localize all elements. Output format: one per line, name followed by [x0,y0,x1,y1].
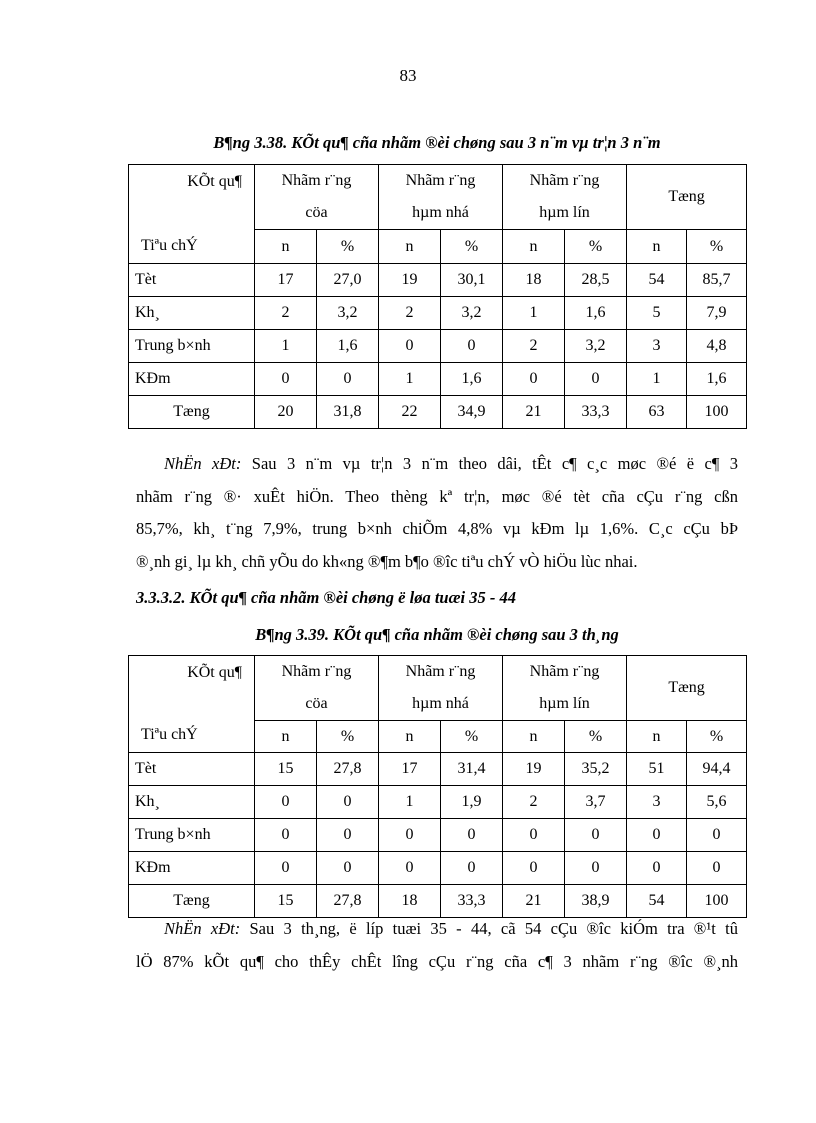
sub-header-n: n [503,230,565,264]
table-cell: 38,9 [565,885,627,918]
corner-result-label: KÕt qu¶ [187,664,242,681]
table-cell: 17 [255,264,317,297]
table-cell: 3 [627,330,687,363]
table-cell: 7,9 [687,297,747,330]
table-cell: 0 [255,786,317,819]
table-cell: 33,3 [565,396,627,429]
row-label: Trung b×nh [129,330,255,363]
row-label: Tæng [129,396,255,429]
table-cell: 0 [687,819,747,852]
table-cell: 54 [627,885,687,918]
group-header: Nhãm r¨ng cöa [255,656,379,721]
sub-header-n: n [255,721,317,753]
row-label: KÐm [129,363,255,396]
table-cell: 33,3 [441,885,503,918]
table-cell: 0 [687,852,747,885]
observation-paragraph [136,448,738,578]
table-corner-header [129,656,255,753]
table-cell: 0 [317,363,379,396]
row-label: Trung b×nh [129,819,255,852]
table-cell: 0 [379,330,441,363]
row-label: Tèt [129,264,255,297]
row-label: Tèt [129,753,255,786]
total-header: Tæng [627,656,747,721]
table-cell: 34,9 [441,396,503,429]
group-header: Nhãm r¨ng hµm nhá [379,165,503,230]
table-cell: 2 [255,297,317,330]
sub-header-n: n [255,230,317,264]
table-cell: 31,4 [441,753,503,786]
table-cell: 15 [255,753,317,786]
row-label: KÐm [129,852,255,885]
sub-header-pct: % [687,721,747,753]
table-cell: 0 [441,852,503,885]
table-cell: 0 [317,852,379,885]
table-cell: 0 [627,852,687,885]
table-cell: 94,4 [687,753,747,786]
observation-paragraph [136,913,738,978]
row-label: Kh¸ [129,297,255,330]
results-table-339 [128,655,747,918]
table-cell: 31,8 [317,396,379,429]
results-table-338 [128,164,747,429]
table-cell: 2 [503,786,565,819]
table-cell: 1 [503,297,565,330]
table-cell: 3 [627,786,687,819]
table-cell: 21 [503,396,565,429]
observation-lead: NhËn xÐt: [164,919,241,938]
sub-header-pct: % [441,721,503,753]
paragraph-line: nhãm r¨ng ®· xuÊt hiÖn. Theo thèng kª tr¦n, møc ®é tèt cña cÇu r¨ng cßn [136,486,738,506]
table-cell: 3,2 [317,297,379,330]
table-cell: 35,2 [565,753,627,786]
table-cell: 1 [379,786,441,819]
table-cell: 0 [379,852,441,885]
sub-header-n: n [627,721,687,753]
table-cell: 0 [317,819,379,852]
table-cell: 18 [379,885,441,918]
group-header: Nhãm r¨ng hµm lín [503,165,627,230]
table-cell: 0 [565,852,627,885]
group-header: Nhãm r¨ng hµm nhá [379,656,503,721]
table-cell: 0 [255,363,317,396]
table-cell: 100 [687,396,747,429]
table-cell: 0 [627,819,687,852]
sub-header-n: n [627,230,687,264]
table-cell: 27,8 [317,885,379,918]
table-cell: 1 [627,363,687,396]
page-number: 83 [399,66,417,85]
table-cell: 0 [441,330,503,363]
table-row [129,819,747,852]
table-cell: 51 [627,753,687,786]
table-cell: 27,0 [317,264,379,297]
table-cell: 19 [379,264,441,297]
paragraph-line: 85,7%, kh¸ t¨ng 7,9%, trung b×nh chiÕm 4,8% vµ kÐm lµ 1,6%. C¸c cÇu bÞ [136,519,738,538]
paragraph-line: Sau 3 n¨m vµ tr¦n 3 n¨m theo dâi, tÊt c¶ c¸c møc ®é ë c¶ 3 [241,454,738,473]
table-row [129,753,747,786]
paragraph-line: ®¸nh gi¸ lµ kh¸ chñ yÕu do kh«ng ®¶m b¶o ®îc tiªu chÝ vÒ hiÖu lùc nhai. [136,551,638,571]
table-cell: 0 [441,819,503,852]
table-row [129,330,747,363]
table-cell: 1,9 [441,786,503,819]
row-label: Kh¸ [129,786,255,819]
table-cell: 0 [565,819,627,852]
row-label: Tæng [129,885,255,918]
corner-criteria-label: Tiªu chÝ [141,726,198,743]
table-row [129,363,747,396]
table-cell: 0 [255,852,317,885]
table-row [129,852,747,885]
table-cell: 18 [503,264,565,297]
table-cell: 28,5 [565,264,627,297]
table-cell: 1,6 [687,363,747,396]
table-corner-header [129,165,255,264]
table-cell: 0 [503,852,565,885]
table-cell: 1 [255,330,317,363]
table-cell: 3,2 [441,297,503,330]
table-cell: 0 [379,819,441,852]
table-cell: 2 [379,297,441,330]
sub-header-pct: % [317,721,379,753]
table-cell: 22 [379,396,441,429]
table-caption: B¶ng 3.38. KÕt qu¶ cña nhãm ®èi chøng sau 3 n¨m vµ tr¦n 3 n¨m [213,133,661,152]
table-cell: 15 [255,885,317,918]
table-cell: 0 [255,819,317,852]
table-cell: 4,8 [687,330,747,363]
table-cell: 30,1 [441,264,503,297]
total-header: Tæng [627,165,747,230]
sub-header-pct: % [565,721,627,753]
sub-header-n: n [503,721,565,753]
table-caption: B¶ng 3.39. KÕt qu¶ cña nhãm ®èi chøng sau 3 th¸ng [255,625,619,644]
table-cell: 100 [687,885,747,918]
table-cell: 2 [503,330,565,363]
sub-header-n: n [379,230,441,264]
group-header: Nhãm r¨ng cöa [255,165,379,230]
table-cell: 3,2 [565,330,627,363]
table-cell: 19 [503,753,565,786]
table-row [129,264,747,297]
sub-header-pct: % [317,230,379,264]
corner-criteria-label: Tiªu chÝ [141,237,198,254]
table-cell: 0 [503,363,565,396]
table-cell: 21 [503,885,565,918]
sub-header-pct: % [687,230,747,264]
table-cell: 27,8 [317,753,379,786]
paragraph-line: Sau 3 th¸ng, ë líp tuæi 35 - 44, cã 54 cÇu ®îc kiÓm tra ®¹t tû [240,919,739,938]
table-row [129,786,747,819]
table-cell: 1,6 [441,363,503,396]
table-cell: 17 [379,753,441,786]
sub-header-n: n [379,721,441,753]
section-heading: 3.3.3.2. KÕt qu¶ cña nhãm ®èi chøng ë løa tuæi 35 - 44 [136,588,516,607]
table-cell: 3,7 [565,786,627,819]
table-cell: 0 [317,786,379,819]
observation-lead: NhËn xÐt: [164,454,242,473]
paragraph-line: lÖ 87% kÕt qu¶ cho thÊy chÊt lîng cÇu r¨ng cña c¶ 3 nhãm r¨ng ®îc ®¸nh [136,951,738,971]
table-cell: 1,6 [565,297,627,330]
corner-result-label: KÕt qu¶ [187,173,242,190]
table-cell: 20 [255,396,317,429]
table-cell: 85,7 [687,264,747,297]
sub-header-pct: % [441,230,503,264]
table-cell: 5 [627,297,687,330]
table-cell: 63 [627,396,687,429]
table-cell: 54 [627,264,687,297]
table-cell: 1 [379,363,441,396]
table-cell: 0 [503,819,565,852]
group-header: Nhãm r¨ng hµm lín [503,656,627,721]
table-cell: 5,6 [687,786,747,819]
sub-header-pct: % [565,230,627,264]
table-cell: 0 [565,363,627,396]
table-row [129,297,747,330]
table-cell: 1,6 [317,330,379,363]
table-total-row [129,396,747,429]
